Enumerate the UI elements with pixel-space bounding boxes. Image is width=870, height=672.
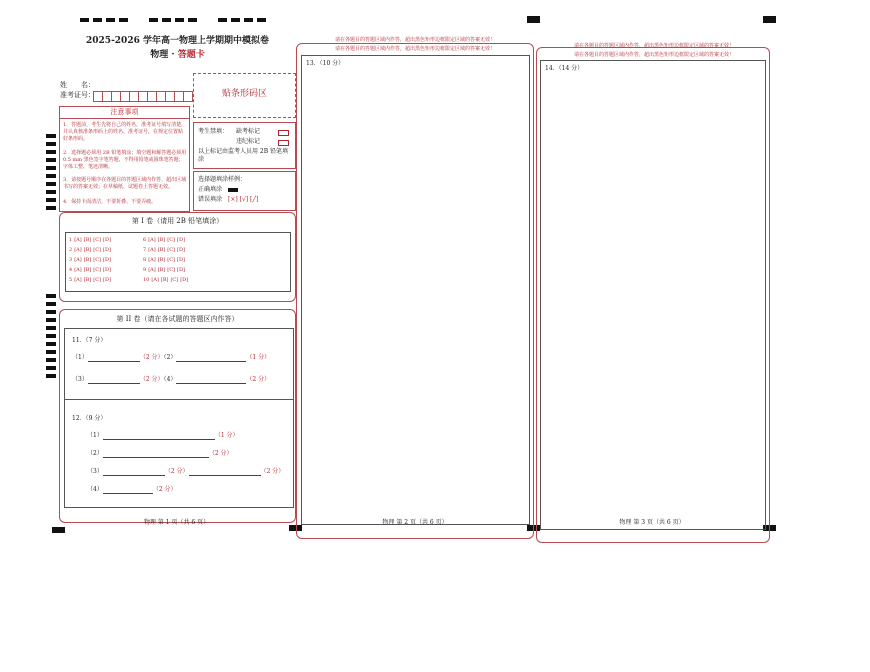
page-3-footer: 物理 第 3 页（共 6 页）	[619, 519, 685, 526]
violation-mark-box[interactable]	[278, 140, 289, 146]
answer-blank[interactable]	[103, 432, 215, 440]
warning-text: 请在各题目的答题区域内作答，超出黑色矩形边框限定区域的答案无效！	[334, 46, 495, 52]
answer-blank[interactable]	[103, 450, 209, 458]
page-2-footer: 物理 第 2 页（共 6 页）	[382, 519, 448, 526]
subtitle-answer-card: 答题卡	[177, 50, 205, 60]
q14-answer-area[interactable]	[540, 60, 766, 530]
choice-row[interactable]: 1 [A] [B] [C] [D]	[69, 237, 111, 243]
q11-row-2: （3） （2 分）（4） （2 分）	[72, 376, 271, 383]
warning-text: 请在各题目的答题区域内作答，超出黑色矩形边框限定区域的答案无效！	[573, 52, 734, 58]
answer-blank[interactable]	[103, 468, 165, 476]
warning-text: 请在各题目的答题区域内作答，超出黑色矩形边框限定区域的答案无效！	[334, 37, 495, 43]
choice-grid	[65, 232, 291, 292]
section-2-answer-area[interactable]	[64, 328, 294, 508]
section-2-box	[59, 309, 296, 523]
exam-status-note: 以上标记由监考人员用 2B 铅笔填涂	[198, 148, 289, 163]
exam-id-label: 准考证号：	[60, 91, 95, 99]
subtitle-subject: 物理 ·	[150, 50, 178, 60]
q13-label: 13．（10 分）	[306, 60, 345, 67]
q12-row-4: （4） （2 分）	[87, 486, 177, 493]
notice-item-2: 2．选择题必须用 2B 铅笔填涂；填空题和解答题必须用 0.5 mm 黑色签字笔答题，不得用铅笔或圆珠笔答题；字体工整、笔迹清晰。	[63, 150, 187, 170]
fill-example-box	[193, 171, 296, 211]
choice-column-right	[143, 237, 190, 287]
section-1-box	[59, 212, 296, 302]
choice-row[interactable]: 3 [A] [B] [C] [D]	[69, 257, 111, 263]
correct-fill-label: 正确填涂	[198, 186, 223, 193]
warning-text: 请在各题目的答题区域内作答，超出黑色矩形边框限定区域的答案无效！	[573, 43, 734, 49]
answer-blank[interactable]	[189, 468, 261, 476]
q12-row-2: （2） （2 分）	[87, 450, 233, 457]
answer-blank[interactable]	[103, 486, 153, 494]
q11-row-1: （1） （2 分）（2） （1 分）	[72, 354, 271, 361]
fill-example-title: 选择题填涂样例：	[198, 176, 247, 183]
choice-row[interactable]: 8 [A] [B] [C] [D]	[143, 257, 185, 263]
answer-blank[interactable]	[88, 354, 140, 362]
card-subtitle	[60, 50, 295, 61]
notice-box	[59, 106, 190, 212]
answer-blank[interactable]	[176, 354, 246, 362]
violation-mark-label: 违纪标记	[236, 138, 261, 145]
exam-status-label: 考生禁填：	[198, 128, 229, 135]
barcode-label: 贴条形码区	[221, 89, 267, 99]
absent-mark-box[interactable]	[278, 130, 289, 136]
q12-row-3: （3） （2 分） （2 分）	[87, 468, 285, 475]
wrong-fill-samples: [×] [√] [╱]	[228, 196, 259, 203]
exam-id-boxes[interactable]	[94, 91, 193, 102]
correct-fill-sample	[228, 188, 238, 192]
notice-title: 注意事项	[60, 108, 189, 119]
section-1-title: 第 I 卷（请用 2B 铅笔填涂）	[131, 217, 224, 225]
choice-row[interactable]: 6 [A] [B] [C] [D]	[143, 237, 185, 243]
answer-blank[interactable]	[176, 376, 246, 384]
choice-row[interactable]: 10 [A] [B] [C] [D]	[143, 277, 189, 283]
q12-label: 12．（9 分）	[72, 415, 107, 422]
choice-row[interactable]: 9 [A] [B] [C] [D]	[143, 267, 185, 273]
page-1-footer: 物理 第 1 页（共 6 页）	[143, 519, 210, 526]
q13-answer-area[interactable]	[301, 55, 530, 525]
name-label: 姓 名：	[60, 81, 95, 89]
q14-label: 14．（14 分）	[545, 65, 584, 72]
choice-column-left	[69, 237, 113, 287]
choice-row[interactable]: 5 [A] [B] [C] [D]	[69, 277, 111, 283]
absent-mark-label: 缺考标记	[236, 128, 261, 135]
wrong-fill-label: 错误填涂	[198, 196, 223, 203]
notice-item-1: 1．答题前，考生先将自己的姓名，准考证号填写清楚，并认真核准条形码上的姓名、准考证号，在规定位置贴好条形码。	[63, 122, 187, 142]
choice-row[interactable]: 4 [A] [B] [C] [D]	[69, 267, 111, 273]
q11-label: 11．（7 分）	[72, 337, 107, 344]
exam-status-box	[193, 122, 296, 169]
notice-item-3: 3．请按题号顺序在各题目的答题区域内作答，超出区域书写的答案无效；在草稿纸、试题卷上答题无效。	[63, 177, 187, 190]
section-2-title: 第 II 卷（请在各试题的答题区内作答）	[116, 315, 239, 323]
notice-item-4: 4．保持卡面清洁，不要折叠、不要弄破。	[63, 199, 157, 205]
q12-row-1: （1） （1 分）	[87, 432, 239, 439]
choice-row[interactable]: 7 [A] [B] [C] [D]	[143, 247, 185, 253]
answer-blank[interactable]	[88, 376, 140, 384]
exam-title: 2025-2026 学年高一物理上学期期中模拟卷	[86, 36, 269, 46]
barcode-area	[193, 73, 296, 118]
question-divider	[65, 399, 293, 400]
choice-row[interactable]: 2 [A] [B] [C] [D]	[69, 247, 111, 253]
